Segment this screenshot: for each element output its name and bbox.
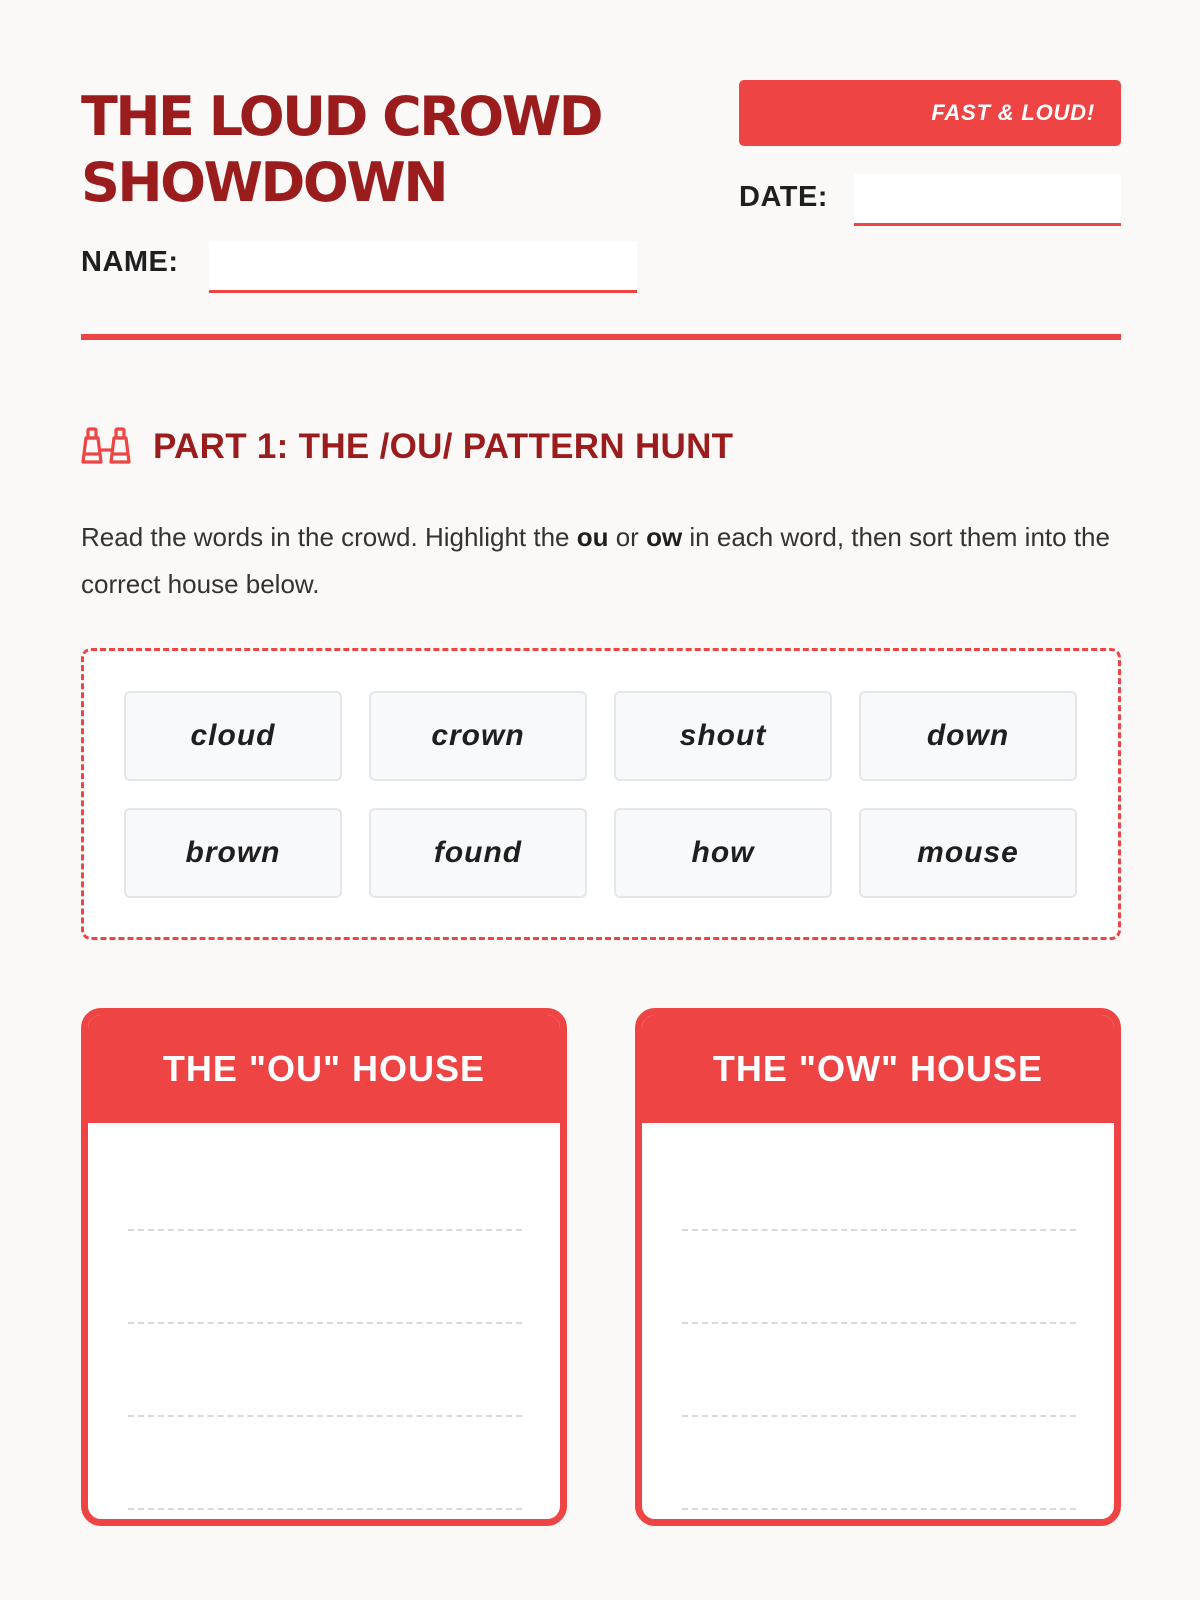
- ou-write-line[interactable]: [128, 1229, 522, 1231]
- instruction-text-b: or: [608, 522, 647, 552]
- title-line-2: SHOWDOWN: [81, 151, 447, 214]
- word-card[interactable]: how: [614, 808, 832, 898]
- header-divider: [81, 334, 1121, 340]
- fast-loud-badge: FAST & LOUD!: [739, 80, 1121, 146]
- ou-write-line[interactable]: [128, 1508, 522, 1510]
- instruction-ou: ou: [576, 522, 609, 552]
- word-crowd-box: [81, 648, 1121, 940]
- part1-instructions: [81, 514, 1121, 608]
- instruction-text-c: in each word, then sort them into the correct house below.: [81, 522, 1110, 599]
- word-card[interactable]: found: [369, 808, 587, 898]
- word-card[interactable]: brown: [124, 808, 342, 898]
- word-card[interactable]: crown: [369, 691, 587, 781]
- ow-write-line[interactable]: [682, 1508, 1076, 1510]
- ou-house-title: THE "OU" HOUSE: [88, 1015, 560, 1123]
- date-field[interactable]: [854, 174, 1121, 226]
- instruction-ow: ow: [646, 522, 683, 552]
- word-card[interactable]: shout: [614, 691, 832, 781]
- date-label: DATE:: [739, 181, 828, 213]
- part1-heading: [81, 422, 733, 472]
- binoculars-icon: [81, 422, 131, 472]
- part1-title: PART 1: THE /OU/ PATTERN HUNT: [153, 427, 734, 466]
- ou-house: [81, 1008, 567, 1526]
- word-card[interactable]: down: [859, 691, 1077, 781]
- worksheet-page: [81, 0, 1121, 1600]
- ou-write-line[interactable]: [128, 1415, 522, 1417]
- word-card[interactable]: mouse: [859, 808, 1077, 898]
- ow-write-line[interactable]: [682, 1229, 1076, 1231]
- ou-write-line[interactable]: [128, 1322, 522, 1324]
- instruction-text-a: Read the words in the crowd. Highlight the: [81, 522, 577, 552]
- word-card[interactable]: cloud: [124, 691, 342, 781]
- title-line-1: THE LOUD CROWD: [81, 85, 602, 148]
- name-label: NAME:: [81, 246, 179, 278]
- ow-house: [635, 1008, 1121, 1526]
- ow-write-line[interactable]: [682, 1415, 1076, 1417]
- ow-write-line[interactable]: [682, 1322, 1076, 1324]
- worksheet-title: [81, 84, 681, 216]
- ow-house-title: THE "OW" HOUSE: [642, 1015, 1114, 1123]
- name-field[interactable]: [209, 241, 637, 293]
